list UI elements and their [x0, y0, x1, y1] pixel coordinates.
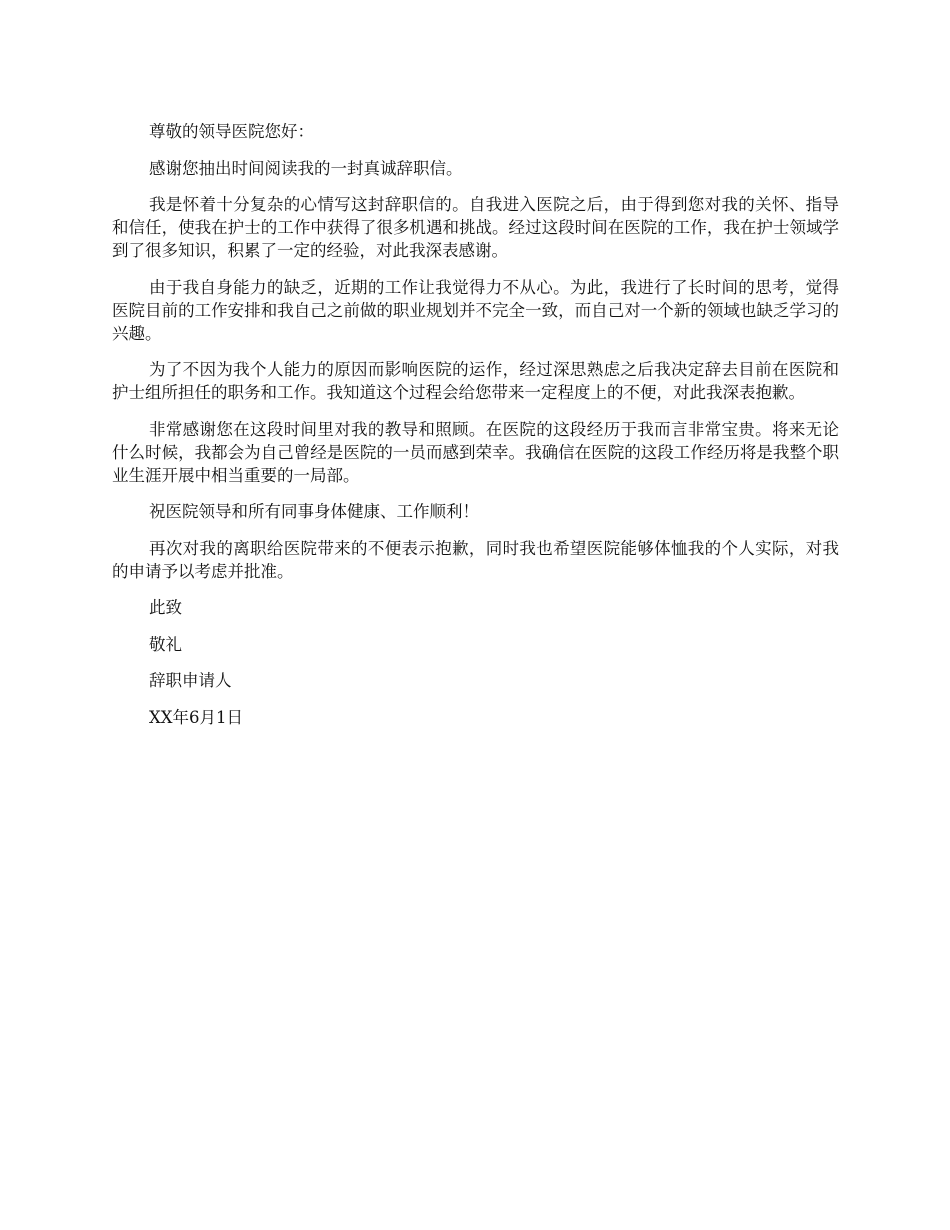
letter-date: XX年6月1日 [149, 707, 243, 727]
body-paragraph: 我是怀着十分复杂的心情写这封辞职信的。自我进入医院之后，由于得到您对我的关怀、指导和信任，使我在护士的工作中获得了很多机遇和挑战。经过这段时间在医院的工作，我在护士领域学到了很多知识，积累了一定的经验，对此我深表感谢。 [112, 195, 839, 260]
body-paragraph: 由于我自身能力的缺乏，近期的工作让我觉得力不从心。为此，我进行了长时间的思考，觉得医院目前的工作安排和我自己之前做的职业规划并不完全一致，而自己对一个新的领域也缺乏学习的兴趣。 [112, 277, 839, 343]
opening-line: 感谢您抽出时间阅读我的一封真诚辞职信。 [149, 158, 463, 178]
closing-jingli: 敬礼 [149, 634, 182, 654]
closing-cizhi: 此致 [149, 598, 182, 617]
body-paragraph: 非常感谢您在这段时间里对我的教导和照顾。在医院的这段经历于我而言非常宝贵。将来无论什么时候，我都会为自己曾经是医院的一员而感到荣幸。我确信在医院的这段工作经历将是我整个职业生涯开展中相当重要的一局部。 [112, 419, 839, 485]
signature-label: 辞职申请人 [149, 671, 232, 690]
body-paragraph: 为了不因为我个人能力的原因而影响医院的运作，经过深思熟虑之后我决定辞去目前在医院和护士组所担任的职务和工作。我知道这个过程会给您带来一定程度上的不便，对此我深表抱歉。 [112, 360, 839, 402]
wishes-line: 祝医院领导和所有同事身体健康、工作顺利！ [149, 502, 479, 521]
body-paragraph: 再次对我的离职给医院带来的不便表示抱歉，同时我也希望医院能够体恤我的个人实际，对我的申请予以考虑并批准。 [112, 538, 839, 581]
salutation: 尊敬的领导医院您好： [149, 122, 314, 141]
letter-body [112, 120, 839, 742]
